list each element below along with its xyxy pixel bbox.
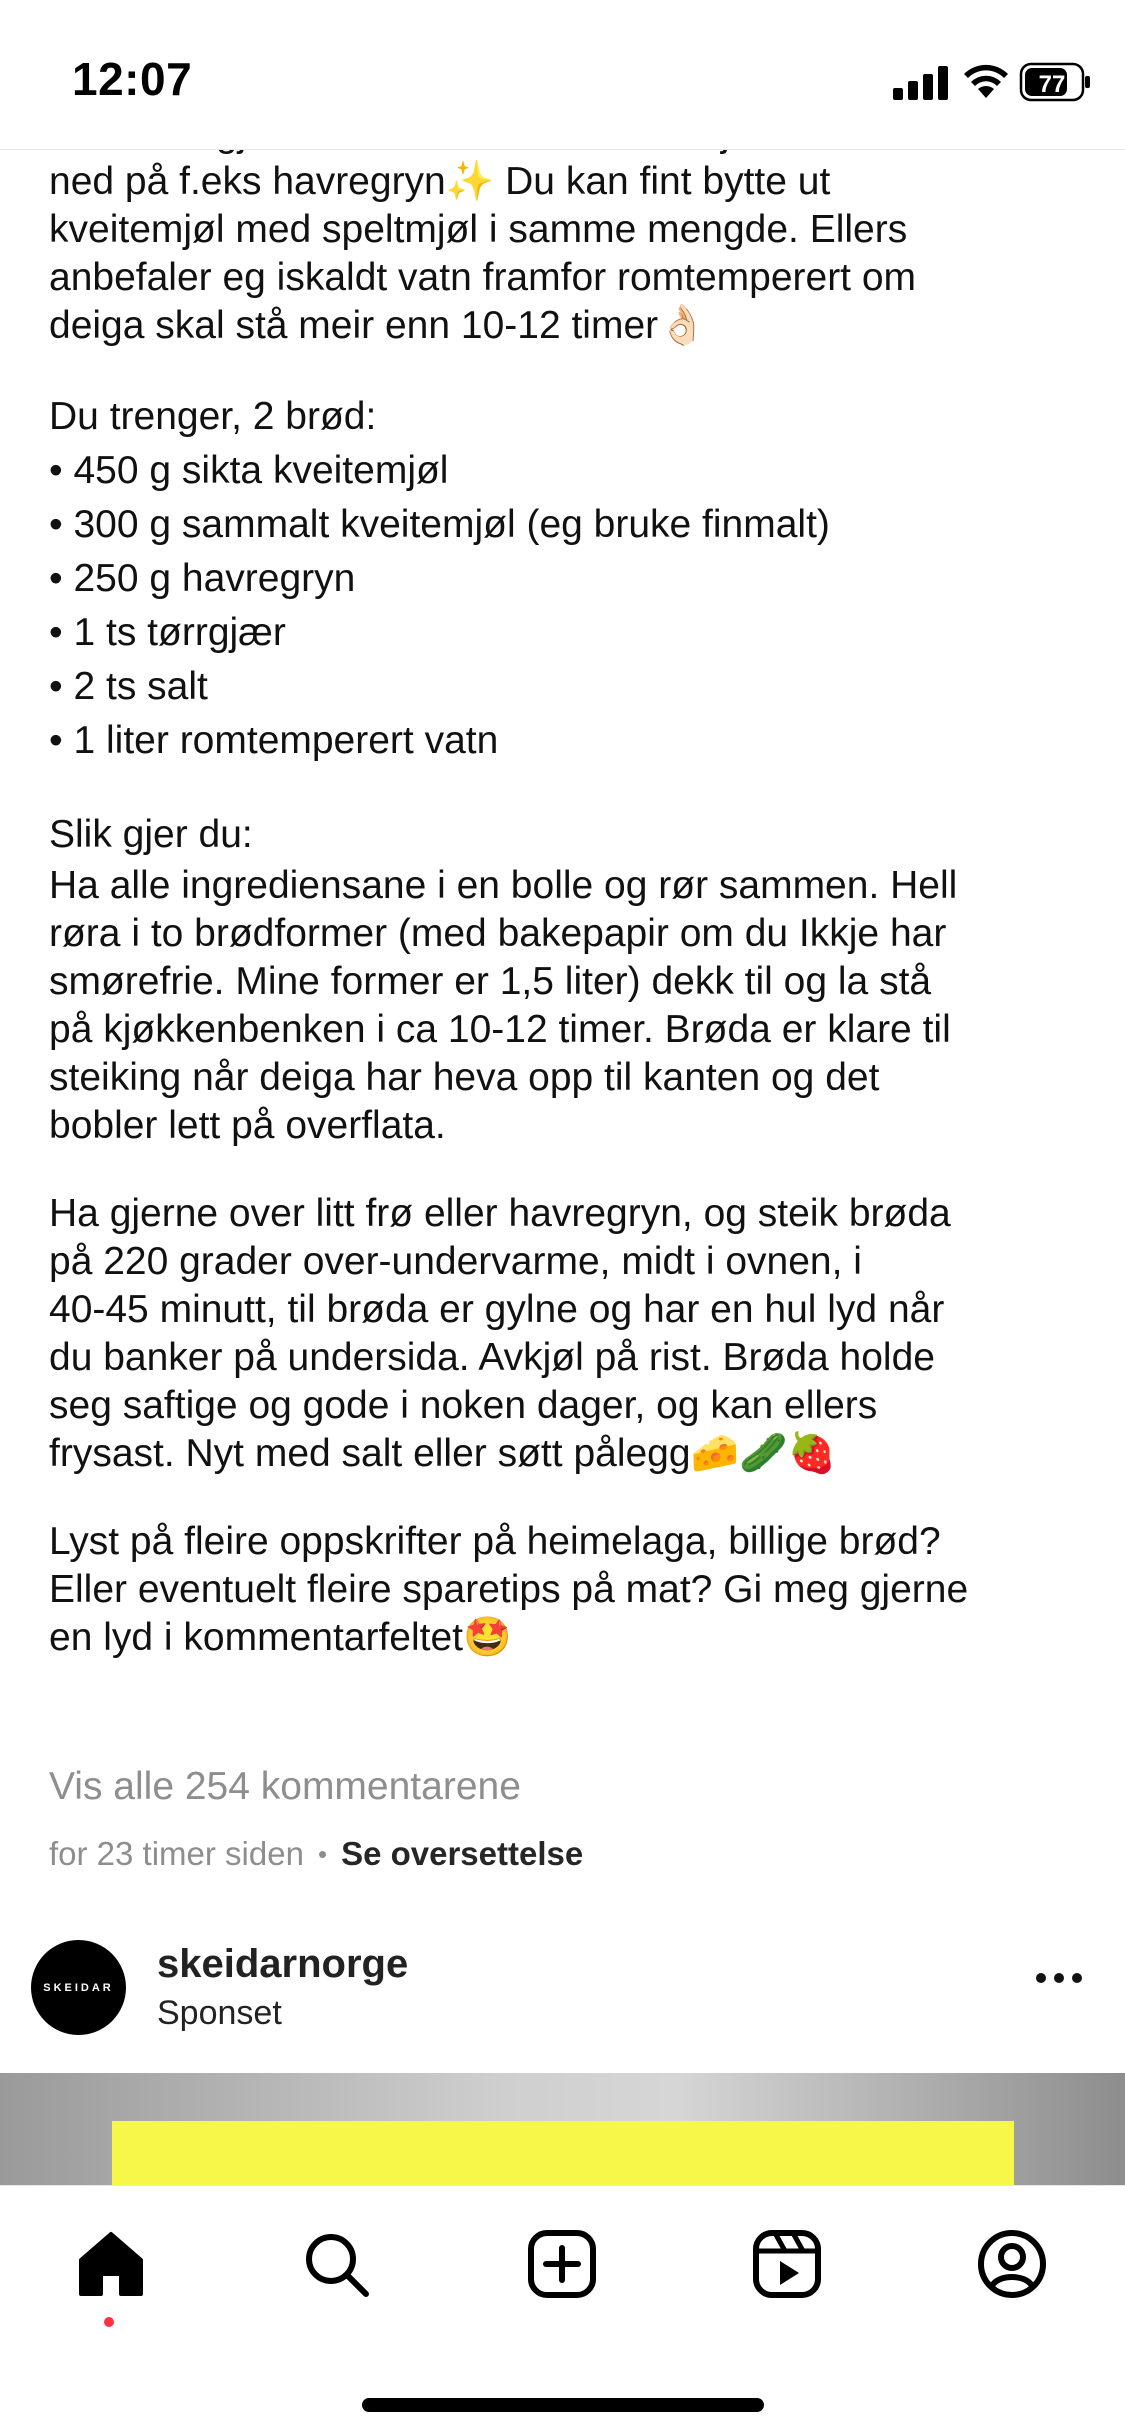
home-indicator[interactable] <box>362 2398 764 2412</box>
caption-line: Ha gjerne over litt frø eller havregryn, og steik brøda <box>49 1192 951 1235</box>
ingredient-item: • 2 ts salt <box>49 665 208 708</box>
baking-text <box>49 1190 1089 1478</box>
tab-home[interactable] <box>75 2228 147 2300</box>
caption-line: du banker på undersida. Avkjøl på rist. Brøda holde <box>49 1336 935 1379</box>
caption-line: 40-45 minutt, til brøda er gylne og har en hul lyd når <box>49 1288 945 1331</box>
meta-separator: • <box>317 1838 328 1869</box>
sponsored-post-header <box>0 1940 1125 2070</box>
method-title: Slik gjer du: <box>49 813 253 856</box>
wifi-icon <box>962 62 1010 100</box>
post-timestamp: for 23 timer siden <box>49 1835 304 1872</box>
sponsored-label[interactable]: Sponset <box>157 1994 282 2032</box>
create-icon <box>526 2228 598 2300</box>
caption-line: bobler lett på overflata. <box>49 1104 446 1147</box>
ingredients-title: Du trenger, 2 brød: <box>49 395 377 438</box>
caption-line: steiking når deiga har heva opp til kanten og det <box>49 1056 880 1099</box>
ingredient-item: • 300 g sammalt kveitemjøl (eg bruke finmalt) <box>49 503 830 546</box>
more-options-icon[interactable] <box>1033 1968 1085 1988</box>
battery-level: 77 <box>1038 71 1066 98</box>
closing-text <box>49 1518 1089 1662</box>
ingredient-item: • 250 g havregryn <box>49 557 356 600</box>
home-icon <box>75 2228 147 2300</box>
post-meta <box>49 1835 583 1873</box>
tab-search[interactable] <box>300 2228 372 2300</box>
view-all-comments-link[interactable]: Vis alle 254 kommentarene <box>49 1765 521 1808</box>
profile-icon <box>976 2228 1048 2300</box>
caption-line: kveitemjøl med speltmjøl i samme mengde. Ellers <box>49 208 908 251</box>
battery-icon <box>1020 62 1092 102</box>
caption-line: seg saftige og gode i noken dager, og kan ellers <box>49 1384 878 1427</box>
method-text <box>49 862 1089 1150</box>
username[interactable]: skeidarnorge <box>157 1942 409 1986</box>
reels-icon <box>751 2228 823 2300</box>
caption-line: på kjøkkenbenken i ca 10-12 timer. Brøda er klare til <box>49 1008 951 1051</box>
caption-line: Ha alle ingrediensane i en bolle og rør sammen. Hell <box>49 864 958 907</box>
ad-image[interactable] <box>0 2073 1125 2203</box>
caption-line: røra i to brødformer (med bakepapir om du Ikkje har <box>49 912 947 955</box>
avatar[interactable]: SKEIDAR <box>31 1940 126 2035</box>
caption-line: smørefrie. Mine former er 1,5 liter) dekk til og la stå <box>49 960 932 1003</box>
tab-bar <box>0 2185 1125 2436</box>
caption-line: frysast. Nyt med salt eller søtt pålegg🧀🥒🍓 <box>49 1432 837 1475</box>
post-caption <box>49 110 1089 1662</box>
feed[interactable] <box>0 110 1125 2185</box>
caption-line: ned på f.eks havregryn✨ Du kan fint bytte ut <box>49 160 831 203</box>
ingredients-list <box>49 444 1089 768</box>
caption-line: deiga skal stå meir enn 10-12 timer👌🏻 <box>49 304 707 347</box>
status-bar <box>0 0 1125 150</box>
notification-dot <box>104 2317 114 2327</box>
caption-line: Lyst på fleire oppskrifter på heimelaga, billige brød? <box>49 1520 941 1563</box>
ingredient-item: • 1 liter romtemperert vatn <box>49 719 499 762</box>
caption-line: anbefaler eg iskaldt vatn framfor romtemperert om <box>49 256 917 299</box>
ingredient-item: • 450 g sikta kveitemjøl <box>49 449 449 492</box>
cellular-signal-icon <box>893 66 949 100</box>
search-icon <box>300 2228 372 2300</box>
caption-line: Eller eventuelt fleire sparetips på mat? Gi meg gjerne <box>49 1568 969 1611</box>
caption-line: en lyd i kommentarfeltet🤩 <box>49 1616 512 1659</box>
tab-reels[interactable] <box>751 2228 823 2300</box>
caption-line: på 220 grader over-undervarme, midt i ovnen, i <box>49 1240 862 1283</box>
see-translation-link[interactable]: Se oversettelse <box>341 1835 584 1872</box>
tab-profile[interactable] <box>976 2228 1048 2300</box>
tab-create[interactable] <box>526 2228 598 2300</box>
ingredient-item: • 1 ts tørrgjær <box>49 611 286 654</box>
status-time: 12:07 <box>72 53 193 105</box>
